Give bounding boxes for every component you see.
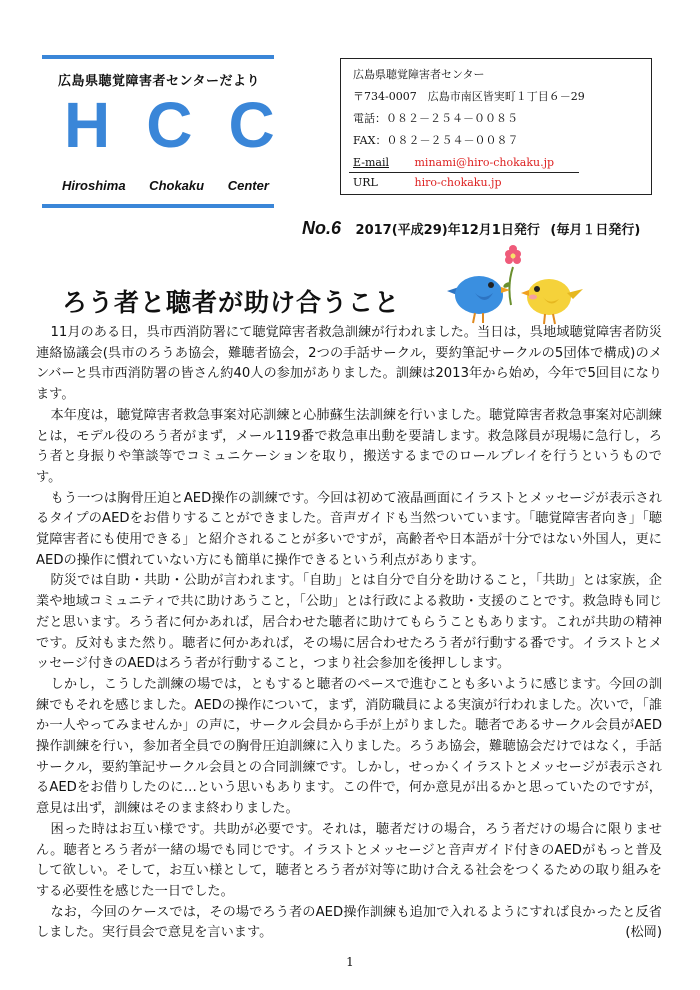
issue-date: 2017(平成29)年12月1日発行 [355, 223, 540, 238]
issue-line [302, 218, 640, 239]
page-number: 1 [346, 955, 354, 969]
contact-email [353, 156, 554, 170]
email-link[interactable]: minami@hiro-chokaku.jp [414, 156, 555, 169]
tel-label: 電話： [353, 112, 386, 125]
issue-frequency: (毎月１日発行) [550, 223, 641, 238]
birds-illustration [445, 245, 585, 330]
fax-label: FAX： [353, 134, 387, 147]
tel-number: ０８２－２５４－００８５ [386, 112, 518, 125]
article-paragraph-3: もう一つは胸骨圧迫とAED操作の訓練です。今回は初めて液晶画面にイラストとメッセージが表示されるタイプのAEDをお借りすることができました。音声ガイドも当然ついています。「聴覚障害者向き」「聴覚障害者にも使用できる」と紹介されることが多いですが，高齢者や日本語が十分ではない外国人，更にAEDの操作に慣れていない方にも簡単に操作できるという利点があります。 [36, 490, 662, 568]
article-paragraph-4: 防災では自助・共助・公助が言われます。「自助」とは自分で自分を助けること，「共助」とは家族，企業や地域コミュニティで共に助けあうこと，「公助」とは行政による救助・支援のことです。救急時も同じだと思います。ろう者に何かあれば，居合わせた聴者に助けてもらうこともあります。これが共助の精神です。反対もまた然り。聴者に何かあれば，その場に居合わせたろう者が行動する番です。イラストとメッセージ付きのAEDはろう者が行動すること，つまり社会参加を後押しします。 [36, 573, 662, 672]
logo-subtitle: Hiroshima Chokaku Center [62, 178, 269, 193]
article-signature: (松岡) [625, 925, 662, 941]
masthead-rule-bottom [42, 204, 274, 208]
contact-org: 広島県聴覚障害者センター [353, 68, 485, 81]
contact-tel [353, 112, 518, 126]
masthead-rule-top [42, 55, 274, 59]
contact-box [340, 58, 652, 195]
article-body [36, 323, 662, 944]
article-paragraph-7 [36, 903, 662, 944]
blue-bird-icon [447, 276, 510, 323]
contact-address: 〒734-0007 広島市南区皆実町１丁目６－29 [353, 90, 585, 103]
article-paragraph-2: 本年度は，聴覚障害者救急事案対応訓練と心肺蘇生法訓練を行いました。聴覚障害者救急事案対応訓練とは，モデル役のろう者がまず，メール119番で救急車出動を要請します。救急隊員が現場に急行し，ろう者と身振りや筆談等でコミュニケーションを取り，搬送するまでのロールプレイを行うというものです。 [36, 407, 662, 485]
article-paragraph-5: しかし，こうした訓練の場では，ともすると聴者のペースで進むことも多いように感じます。今回の訓練でもそれを感じました。AEDの操作について，まず，消防職員による実演が行われました。次いで，「誰か一人やってみませんか」の声に，サークル会員から手が上がりました。聴者であるサークル会員がAED操作訓練を行い，参加者全員での胸骨圧迫訓練に入りました。ろうあ協会，難聴協会だけではなく，手話サークル，要約筆記サークル会員との合同訓練です。しかし，せっかくイラストとメッセージが表示されるAEDをお借りしたのに…という思いもあります。この件で，何か意見が出るかと思っていたのですが，意見は出ず，訓練はそのまま終わりました。 [36, 676, 662, 817]
article-paragraph-1: 11月のある日，呉市西消防署にて聴覚障害者救急訓練が行われました。当日は，呉地域聴覚障害者防災連絡協議会(呉市のろうあ協会，難聴者協会，2つの手話サークル，要約筆記サークルの5団体で構成)のメンバーと呉市西消防署の皆さん約40人の参加がありました。訓練は2013年から始め，今年で5回目になります。 [36, 325, 662, 403]
contact-fax [353, 134, 518, 148]
flower-icon [502, 245, 521, 305]
newsletter-title: 広島県聴覚障害者センターだより [58, 74, 260, 89]
url-label: URL [353, 176, 378, 189]
contact-divider [349, 172, 579, 173]
article-paragraph-7-text: なお，今回のケースでは，その場でろう者のAED操作訓練も追加で入れるようにすれば良かったと反省しました。実行員会で意見を言います。 [36, 904, 662, 941]
contact-url [353, 176, 502, 190]
article-paragraph-6: 困った時はお互い様です。共助が必要です。それは，聴者だけの場合，ろう者だけの場合に限りません。聴者とろう者が一緒の場でも同じです。イラストとメッセージと音声ガイド付きのAEDがもっと普及して欲しい。そして，お互い様として，聴者とろう者が対等に助け合える社会をつくるための取り組みをする必要性を感じた一日でした。 [36, 821, 662, 899]
fax-number: ０８２－２５４－００８７ [386, 134, 519, 147]
logo-text: HCC [64, 89, 311, 161]
yellow-bird-icon [521, 279, 583, 324]
url-link[interactable]: hiro-chokaku.jp [414, 176, 502, 189]
article-headline: ろう者と聴者が助け合うこと [62, 288, 401, 317]
issue-number: No.6 [302, 218, 342, 238]
email-label: E-mail [353, 156, 389, 169]
